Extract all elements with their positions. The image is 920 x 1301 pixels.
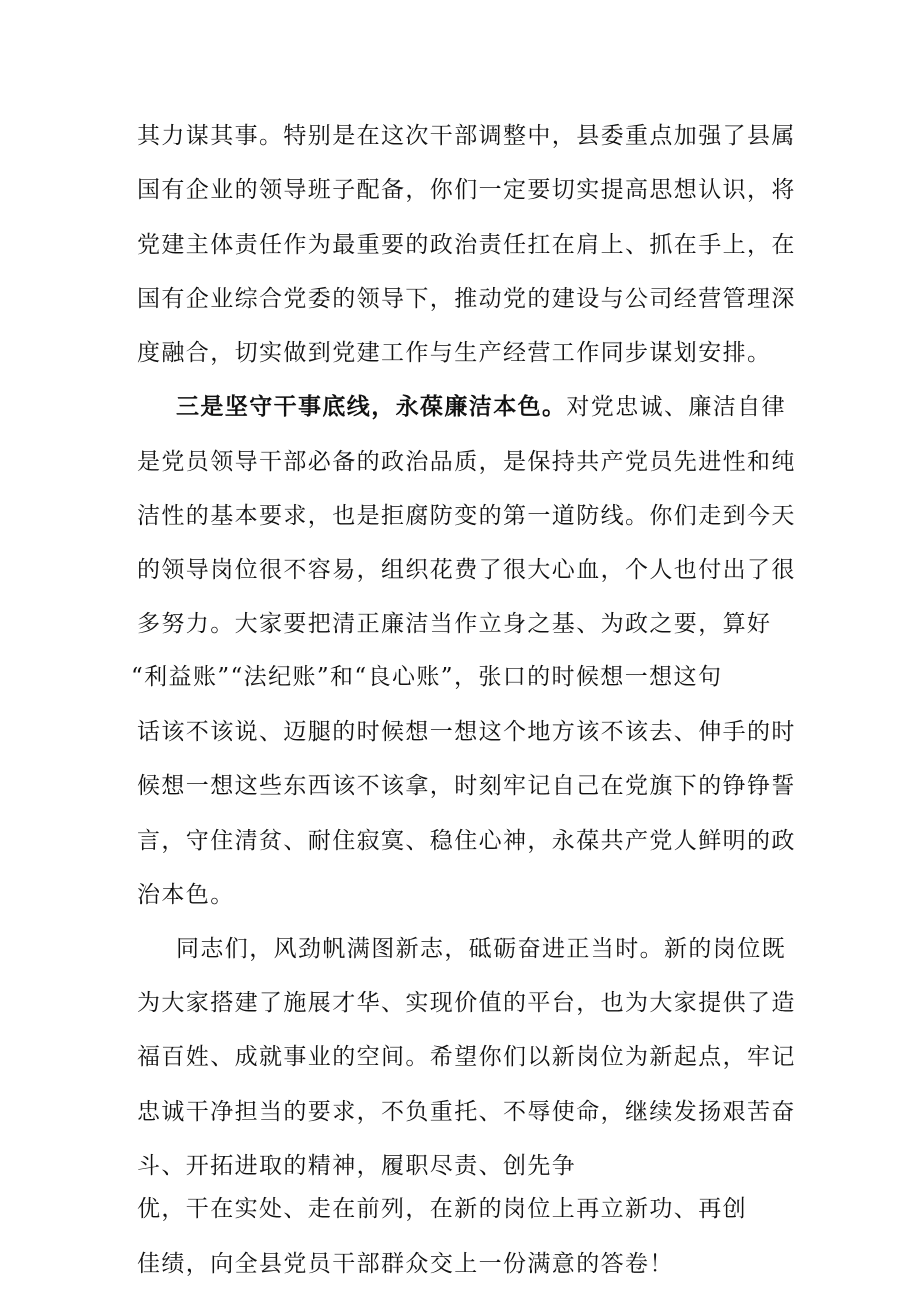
paragraph-3-line-7: 佳绩，向全县党员干部群众交上一份满意的答卷！ — [137, 1251, 674, 1277]
paragraph-1-line-5: 度融合，切实做到党建工作与生产经营工作同步谋划安排。 — [137, 340, 772, 366]
paragraph-1-line-4: 国有企业综合党委的领导下，推动党的建设与公司经营管理深 — [137, 286, 796, 312]
paragraph-2-line-8: 候想一想这些东西该不该拿，时刻牢记自己在党旗下的铮铮誓 — [137, 773, 796, 799]
paragraph-2-line-10: 治本色。 — [137, 882, 235, 908]
paragraph-2-line-2: 是党员领导干部必备的政治品质，是保持共产党员先进性和纯 — [137, 449, 796, 475]
paragraph-2-line-3: 洁性的基本要求，也是拒腐防变的第一道防线。你们走到今天 — [137, 503, 796, 529]
paragraph-2-line-1-rest: 对党忠诚、廉洁自律 — [566, 394, 787, 420]
paragraph-3-line-2: 为大家搭建了施展才华、实现价值的平台，也为大家提供了造 — [137, 990, 796, 1016]
paragraph-2-line-6: “利益账”“法纪账”和“良心账”，张口的时候想一想这句 — [131, 664, 723, 690]
paragraph-1-line-3: 党建主体责任作为最重要的政治责任扛在肩上、抓在手上，在 — [137, 232, 796, 258]
paragraph-2-line-5: 多努力。大家要把清正廉洁当作立身之基、为政之要，算好 — [137, 611, 772, 637]
paragraph-3-line-3: 福百姓、成就事业的空间。希望你们以新岗位为新起点，牢记 — [137, 1044, 796, 1070]
paragraph-3-line-5: 斗、开拓进取的精神，履职尽责、创先争 — [137, 1153, 577, 1179]
paragraph-2-line-9: 言，守住清贫、耐住寂寞、稳住心神，永葆共产党人鲜明的政 — [137, 828, 796, 854]
paragraph-3-line-6: 优，干在实处、走在前列，在新的岗位上再立新功、再创 — [137, 1196, 747, 1222]
paragraph-3-line-4: 忠诚干净担当的要求，不负重托、不辱使命，继续发扬艰苦奋 — [137, 1099, 796, 1125]
section-heading: 三是坚守干事底线，永葆廉洁本色。 — [176, 393, 567, 420]
paragraph-2-line-1 — [176, 392, 786, 422]
paragraph-2-line-4: 的领导岗位很不容易，组织花费了很大心血，个人也付出了很 — [137, 557, 796, 583]
paragraph-1-line-2: 国有企业的领导班子配备，你们一定要切实提高思想认识，将 — [137, 177, 796, 203]
paragraph-2-line-7: 话该不该说、迈腿的时候想一想这个地方该不该去、伸手的时 — [137, 719, 796, 745]
paragraph-1-line-1: 其力谋其事。特别是在这次干部调整中，县委重点加强了县属 — [137, 123, 796, 149]
paragraph-3-line-1: 同志们，风劲帆满图新志，砥砺奋进正当时。新的岗位既 — [176, 936, 786, 962]
